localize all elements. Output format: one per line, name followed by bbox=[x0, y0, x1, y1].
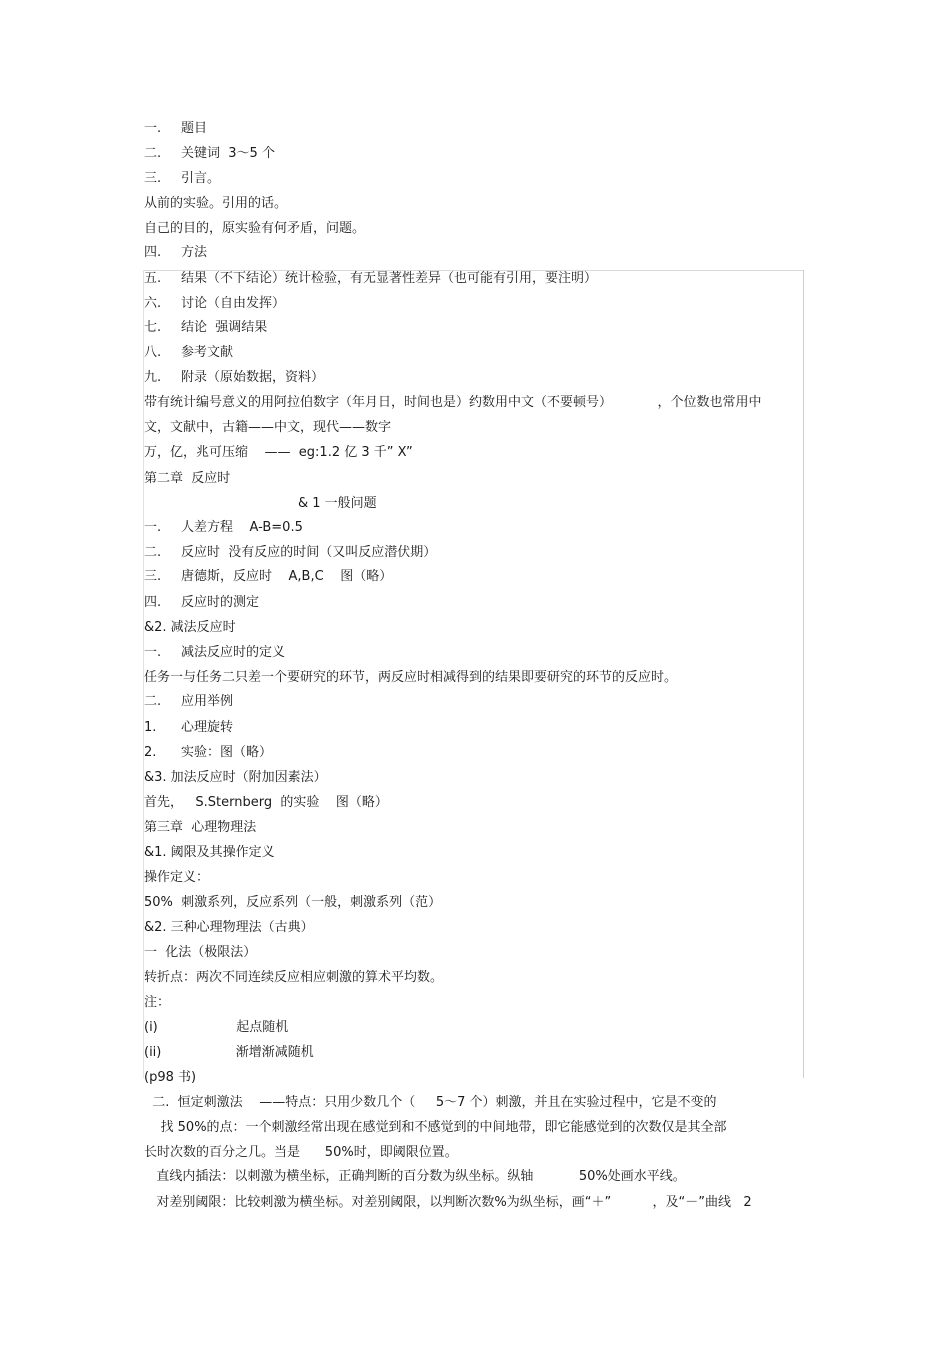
line-number: 三. bbox=[144, 569, 162, 584]
line-text: 二. 恒定刺激法 ——特点：只用少数几个（ 5～7 个）刺激，并且在实验过程中，它是不变的 bbox=[144, 1095, 717, 1110]
line-text: 第三章 心理物理法 bbox=[144, 820, 257, 835]
line-text: 从前的实验。引用的话。 bbox=[144, 196, 288, 211]
text-line bbox=[144, 520, 303, 536]
line-text: 对差别阈限：比较刺激为横坐标。对差别阈限，以判断次数%为纵坐标，画“＋” ，及“－”曲线 2 bbox=[144, 1195, 752, 1210]
text-line bbox=[144, 1145, 458, 1161]
text-line bbox=[144, 970, 443, 986]
line-text: 转折点：两次不同连续反应相应刺激的算术平均数。 bbox=[144, 970, 444, 985]
line-text: 参考文献 bbox=[181, 345, 234, 360]
line-text: 人差方程 A-B=0.5 bbox=[181, 520, 303, 535]
line-number: 一. bbox=[144, 121, 162, 136]
line-number: 四. bbox=[144, 595, 162, 610]
line-text: 文，文献中，古籍——中文，现代——数字 bbox=[144, 420, 392, 435]
text-line bbox=[144, 670, 677, 686]
text-line bbox=[144, 645, 285, 661]
line-text: &3. 加法反应时（附加因素法） bbox=[144, 770, 327, 785]
line-text: &2. 三种心理物理法（古典） bbox=[144, 920, 314, 935]
line-number: 二. bbox=[144, 545, 162, 560]
line-number: 二. bbox=[144, 694, 162, 709]
line-text: (ii) 渐增渐减随机 bbox=[144, 1045, 314, 1060]
line-number: 1. bbox=[144, 720, 157, 735]
text-line bbox=[144, 245, 207, 261]
line-text: 直线内插法：以刺激为横坐标，正确判断的百分数为纵坐标。纵轴 50%处画水平线。 bbox=[144, 1169, 686, 1184]
line-number: 三. bbox=[144, 171, 162, 186]
text-line bbox=[144, 1169, 686, 1185]
line-text: 长时次数的百分之几。当是 50%时，即阈限位置。 bbox=[144, 1145, 458, 1160]
text-line bbox=[144, 370, 324, 386]
line-text: 题目 bbox=[181, 121, 208, 136]
text-line bbox=[144, 221, 365, 237]
text-line bbox=[144, 945, 256, 961]
text-line bbox=[144, 420, 391, 436]
text-line bbox=[144, 271, 597, 287]
text-line bbox=[144, 345, 233, 361]
line-number: 七. bbox=[144, 320, 162, 335]
line-text: 减法反应时的定义 bbox=[181, 645, 286, 660]
line-text: 心理旋转 bbox=[181, 720, 234, 735]
text-line bbox=[144, 296, 285, 312]
text-line bbox=[144, 569, 392, 585]
line-number: 四. bbox=[144, 245, 162, 260]
line-text: (i) 起点随机 bbox=[144, 1020, 289, 1035]
line-text: &1. 阈限及其操作定义 bbox=[144, 845, 275, 860]
text-line bbox=[144, 121, 207, 137]
line-text: 万，亿，兆可压缩 —— eg:1.2 亿 3 千” X” bbox=[144, 445, 413, 460]
text-line bbox=[144, 895, 441, 911]
line-number: 五. bbox=[144, 271, 162, 286]
line-number: 一. bbox=[144, 520, 162, 535]
text-line bbox=[144, 770, 327, 786]
line-text: 反应时 没有反应的时间（又叫反应潜伏期） bbox=[181, 545, 437, 560]
line-text: 结果（不下结论）统计检验，有无显著性差异（也可能有引用，要注明） bbox=[181, 271, 598, 286]
text-line bbox=[144, 1195, 752, 1211]
text-line bbox=[144, 620, 236, 636]
text-line bbox=[144, 870, 209, 886]
line-number: 二. bbox=[144, 146, 162, 161]
line-number: 一. bbox=[144, 645, 162, 660]
line-text: 唐德斯，反应时 A,B,C 图（略） bbox=[181, 569, 393, 584]
line-text: 注： bbox=[144, 995, 171, 1010]
line-number: 六. bbox=[144, 296, 162, 311]
line-text: 操作定义： bbox=[144, 870, 210, 885]
line-text: 自己的目的，原实验有何矛盾，问题。 bbox=[144, 221, 366, 236]
line-text: & 1 一般问题 bbox=[298, 496, 377, 511]
line-text: 第二章 反应时 bbox=[144, 471, 231, 486]
text-line bbox=[144, 595, 259, 611]
text-line bbox=[144, 171, 220, 187]
line-text: 首先， S.Sternberg 的实验 图（略） bbox=[144, 795, 388, 810]
line-text: 结论 强调结果 bbox=[181, 320, 268, 335]
text-line bbox=[144, 720, 233, 736]
frame-right-border bbox=[803, 270, 804, 1078]
text-line bbox=[144, 745, 272, 761]
line-text: 关键词 3～5 个 bbox=[181, 146, 275, 161]
text-line bbox=[144, 545, 436, 561]
line-text: 反应时的测定 bbox=[181, 595, 260, 610]
line-number: 八. bbox=[144, 345, 162, 360]
line-text: 一 化法（极限法） bbox=[144, 945, 257, 960]
text-line bbox=[144, 1045, 314, 1061]
text-line bbox=[298, 496, 377, 512]
line-text: 实验：图（略） bbox=[181, 745, 273, 760]
line-text: 应用举例 bbox=[181, 694, 234, 709]
text-line bbox=[144, 845, 275, 861]
text-line bbox=[144, 1095, 717, 1111]
text-line bbox=[144, 694, 233, 710]
text-line bbox=[144, 196, 287, 212]
line-text: 讨论（自由发挥） bbox=[181, 296, 286, 311]
text-line bbox=[144, 445, 413, 461]
text-line bbox=[144, 320, 267, 336]
line-text: &2. 减法反应时 bbox=[144, 620, 236, 635]
text-line bbox=[144, 820, 256, 836]
text-line bbox=[144, 995, 170, 1011]
text-line bbox=[144, 1020, 288, 1036]
line-text: 方法 bbox=[181, 245, 208, 260]
text-line bbox=[144, 920, 314, 936]
line-text: 带有统计编号意义的用阿拉伯数字（年月日，时间也是）约数用中文（不要顿号） ，个位数也常用中 bbox=[144, 395, 762, 410]
line-text: 50% 刺激系列，反应系列（一般，刺激系列（范） bbox=[144, 895, 442, 910]
line-text: 引言。 bbox=[181, 171, 221, 186]
line-text: 任务一与任务二只差一个要研究的环节，两反应时相减得到的结果即要研究的环节的反应时。 bbox=[144, 670, 678, 685]
line-text: 附录（原始数据，资料） bbox=[181, 370, 325, 385]
text-line bbox=[144, 471, 230, 487]
text-line bbox=[144, 1120, 727, 1136]
line-text: 找 50%的点：一个刺激经常出现在感觉到和不感觉到的中间地带，即它能感觉到的次数仅是其全部 bbox=[144, 1120, 727, 1135]
text-line bbox=[144, 395, 761, 411]
line-number: 2. bbox=[144, 745, 157, 760]
line-number: 九. bbox=[144, 370, 162, 385]
text-line bbox=[144, 146, 275, 162]
text-line bbox=[144, 795, 388, 811]
line-text: (p98 书) bbox=[144, 1070, 197, 1085]
text-line bbox=[144, 1070, 196, 1086]
